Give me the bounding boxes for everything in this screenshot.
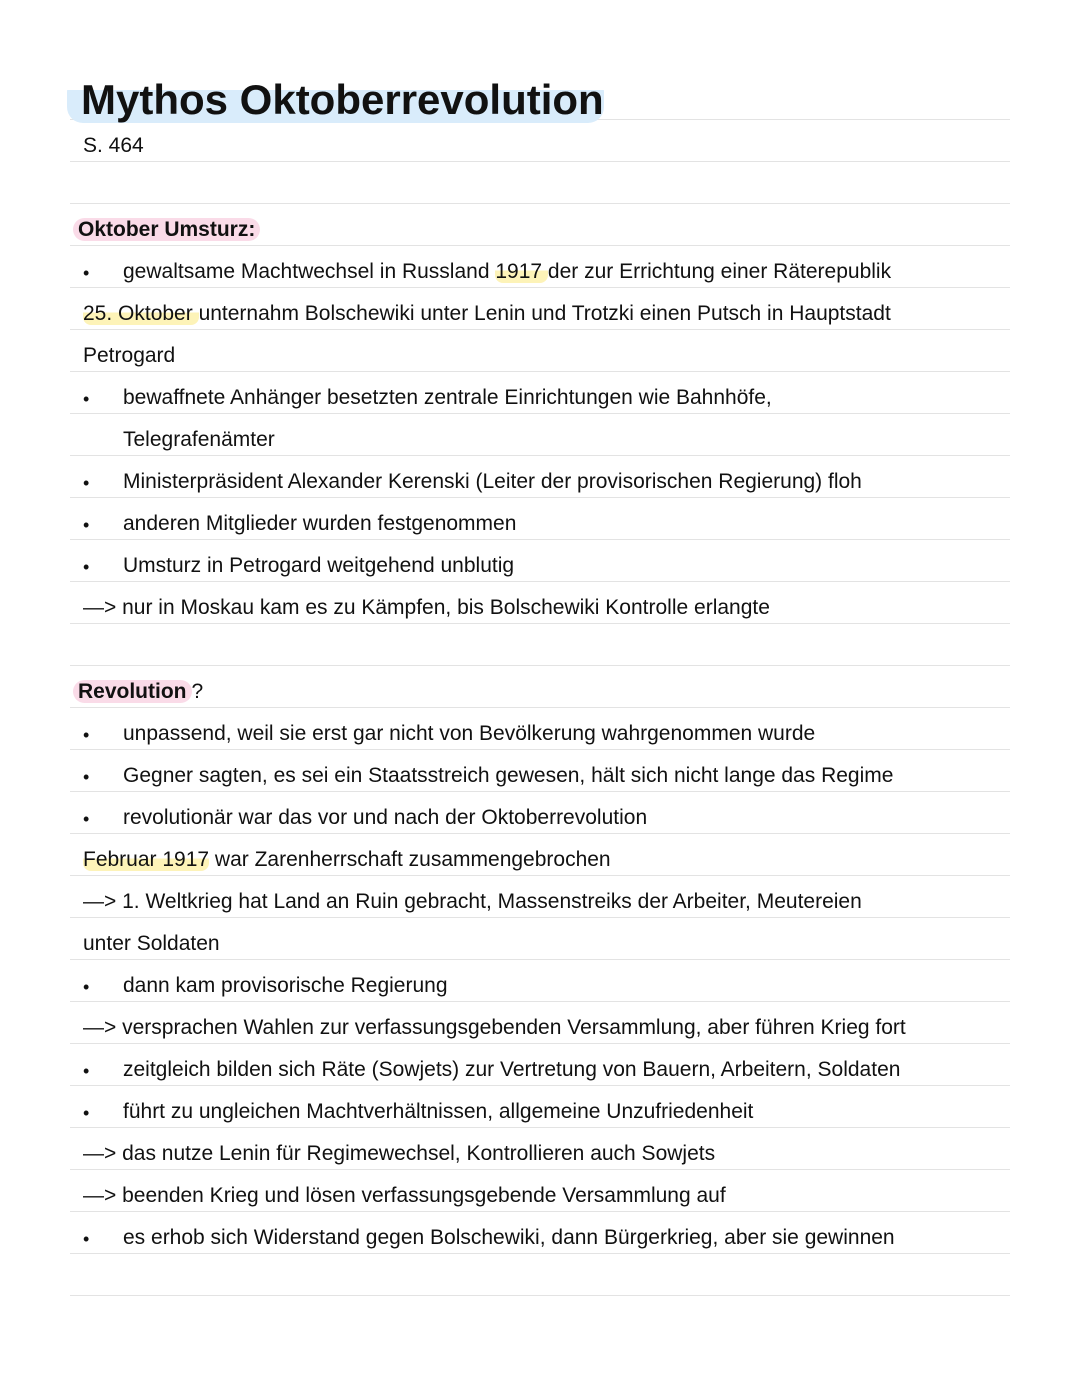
note-line [70, 918, 1010, 960]
page-title-line [70, 76, 1010, 123]
line-text [123, 807, 647, 828]
line-text [123, 765, 893, 786]
highlighted-text: Revolution [73, 680, 192, 703]
note-line [70, 288, 1010, 330]
note-line [70, 1128, 1010, 1170]
note-line [70, 792, 1010, 834]
note-line [70, 1044, 1010, 1086]
line-text [123, 975, 448, 996]
empty-line [70, 624, 1010, 666]
text-segment: —> das nutze Lenin für Regimewechsel, Kontrollieren auch Sowjets [83, 1142, 716, 1165]
line-text [123, 261, 891, 282]
line-text [123, 1101, 753, 1122]
text-segment: Petrogard [83, 344, 176, 367]
note-line [70, 834, 1010, 876]
line-text [78, 680, 204, 703]
bullet-icon: • [83, 263, 90, 283]
empty-line [70, 162, 1010, 204]
line-text [78, 218, 260, 241]
bullet-icon: • [83, 557, 90, 577]
line-text [123, 513, 516, 534]
bullet-icon: • [83, 515, 90, 535]
text-segment: S. 464 [83, 134, 144, 157]
note-line [70, 1086, 1010, 1128]
note-line [70, 750, 1010, 792]
note-line [70, 876, 1010, 918]
note-line [70, 1002, 1010, 1044]
text-segment: führt zu ungleichen Machtverhältnissen, allgemeine Unzufriedenheit [123, 1100, 754, 1123]
bullet-icon: • [83, 1103, 90, 1123]
note-line [70, 372, 1010, 414]
highlighted-text: 1917 [495, 260, 548, 283]
note-line [70, 1170, 1010, 1212]
note-line [70, 456, 1010, 498]
line-text [83, 933, 220, 954]
bullet-icon: • [83, 1061, 90, 1081]
text-segment: dann kam provisorische Regierung [123, 974, 448, 997]
line-text [83, 1143, 715, 1164]
text-segment: —> beenden Krieg und lösen verfassungsgebende Versammlung auf [83, 1184, 726, 1207]
bullet-icon: • [83, 977, 90, 997]
text-segment: zeitgleich bilden sich Räte (Sowjets) zur Vertretung von Bauern, Arbeitern, Soldaten [123, 1058, 901, 1081]
highlighted-text: Oktober Umsturz: [73, 218, 260, 241]
line-text [83, 303, 891, 324]
text-segment: unter Soldaten [83, 932, 220, 955]
text-segment: unpassend, weil sie erst gar nicht von Bevölkerung wahrgenommen wurde [123, 722, 816, 745]
empty-line [70, 1254, 1010, 1296]
line-text [123, 723, 815, 744]
line-text [123, 387, 772, 408]
section-heading-line [70, 666, 1010, 708]
highlighted-text: 25. Oktober [83, 302, 199, 325]
note-document [70, 78, 1010, 1296]
bullet-icon: • [83, 1229, 90, 1249]
note-line [70, 540, 1010, 582]
line-text [83, 849, 611, 870]
text-segment: anderen Mitglieder wurden festgenommen [123, 512, 517, 535]
line-text [123, 1059, 900, 1080]
bullet-icon: • [83, 473, 90, 493]
bullet-icon: • [83, 767, 90, 787]
note-line [70, 120, 1010, 162]
line-text [81, 76, 604, 123]
note-line [70, 414, 1010, 456]
note-line [70, 330, 1010, 372]
note-line [70, 582, 1010, 624]
line-text [123, 555, 514, 576]
text-segment: war Zarenherrschaft zusammengebrochen [209, 848, 611, 871]
highlighted-text: Mythos Oktoberrevolution [67, 76, 604, 123]
text-segment: —> 1. Weltkrieg hat Land an Ruin gebracht, Massenstreiks der Arbeiter, Meutereien [83, 890, 862, 913]
note-line [70, 498, 1010, 540]
section-heading-line [70, 204, 1010, 246]
line-text [83, 891, 862, 912]
text-segment: ? [191, 680, 204, 703]
line-text [83, 1017, 906, 1038]
text-segment: Gegner sagten, es sei ein Staatsstreich gewesen, hält sich nicht lange das Regime [123, 764, 894, 787]
bullet-icon: • [83, 809, 90, 829]
highlighted-text: Februar 1917 [83, 848, 210, 871]
text-segment: bewaffnete Anhänger besetzten zentrale Einrichtungen wie Bahnhöfe, [123, 386, 772, 409]
text-segment: revolutionär war das vor und nach der Oktoberrevolution [123, 806, 648, 829]
line-text [123, 429, 275, 450]
bullet-icon: • [83, 389, 90, 409]
line-text [83, 135, 144, 156]
line-text [83, 1185, 726, 1206]
text-segment: gewaltsame Machtwechsel in Russland [123, 260, 496, 283]
text-segment: Telegrafenämter [123, 428, 275, 451]
line-text [123, 1227, 895, 1248]
text-segment: —> nur in Moskau kam es zu Kämpfen, bis Bolschewiki Kontrolle erlangte [83, 596, 770, 619]
text-segment: unternahm Bolschewiki unter Lenin und Trotzki einen Putsch in Hauptstadt [198, 302, 891, 325]
line-text [83, 597, 770, 618]
text-segment: es erhob sich Widerstand gegen Bolschewiki, dann Bürgerkrieg, aber sie gewinnen [123, 1226, 895, 1249]
text-segment: Ministerpräsident Alexander Kerenski (Leiter der provisorischen Regierung) floh [123, 470, 862, 493]
note-line [70, 1212, 1010, 1254]
line-text [123, 471, 862, 492]
line-text [83, 345, 175, 366]
text-segment: —> versprachen Wahlen zur verfassungsgebenden Versammlung, aber führen Krieg fort [83, 1016, 906, 1039]
text-segment: der zur Errichtung einer Räterepublik [547, 260, 892, 283]
text-segment: Umsturz in Petrogard weitgehend unblutig [123, 554, 515, 577]
bullet-icon: • [83, 725, 90, 745]
note-line [70, 246, 1010, 288]
note-line [70, 708, 1010, 750]
note-line [70, 960, 1010, 1002]
